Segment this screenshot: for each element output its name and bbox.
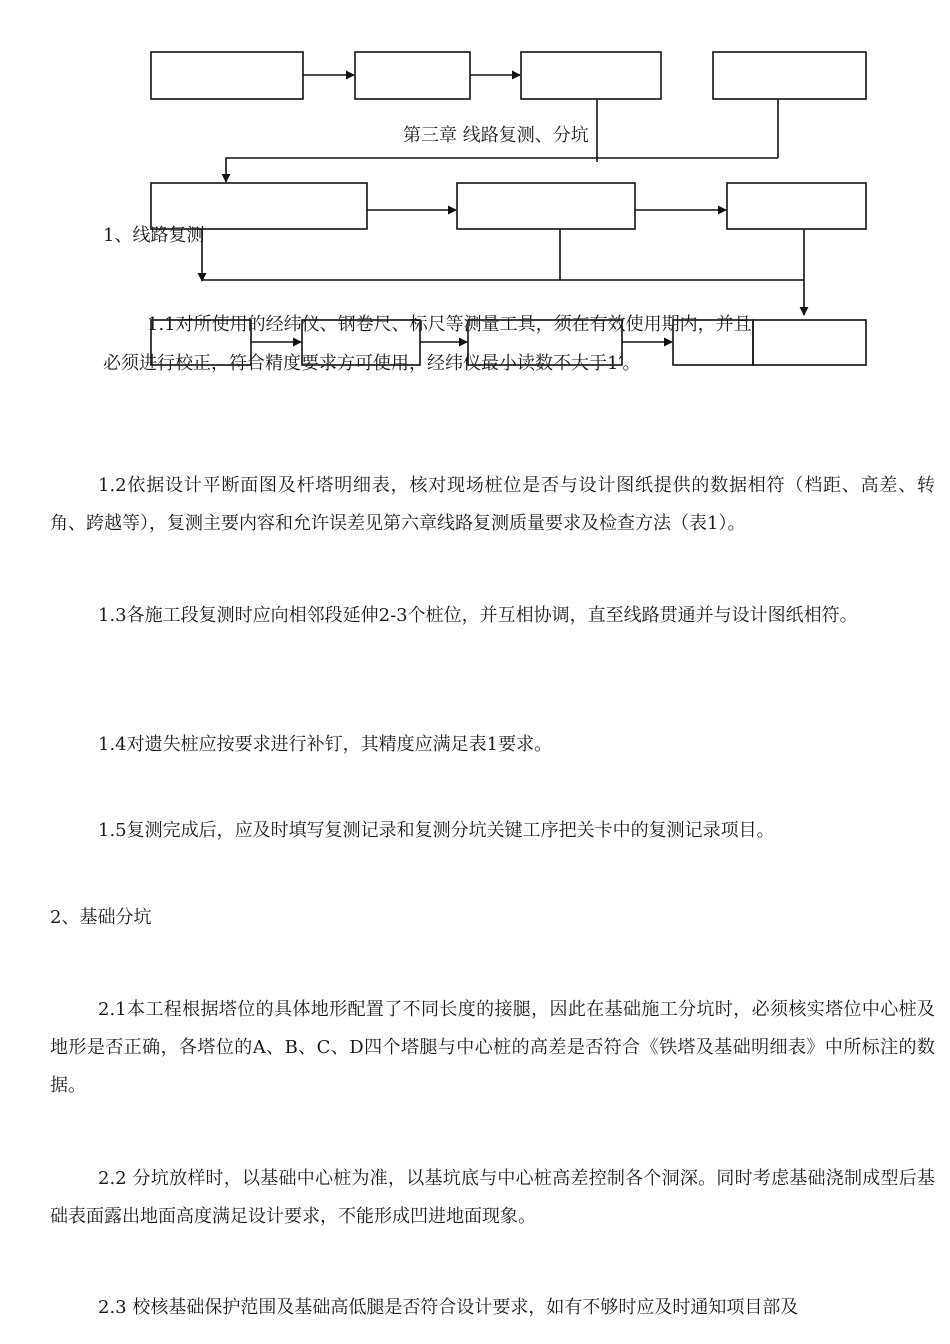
flow-box xyxy=(151,52,303,99)
flow-arrow xyxy=(226,158,778,182)
flow-box xyxy=(457,183,635,229)
paragraph-1-3 xyxy=(50,597,935,635)
paragraph-1-5 xyxy=(50,812,935,850)
paragraph-2-2 xyxy=(50,1160,935,1236)
section-heading: 2、基础分坑 xyxy=(50,907,152,928)
paragraph-text: 2.2 分坑放样时，以基础中心桩为准，以基坑底与中心桩高差控制各个洞深。同时考虑基础浇制成型后基础表面露出地面高度满足设计要求，不能形成凹进地面现象。 xyxy=(50,1168,935,1227)
flow-box xyxy=(355,52,470,99)
paragraph-text: 1.5复测完成后，应及时填写复测记录和复测分坑关键工序把关卡中的复测记录项目。 xyxy=(98,820,775,841)
paragraph-text: 2.1本工程根据塔位的具体地形配置了不同长度的接腿，因此在基础施工分坑时，必须核实塔位中心桩及地形是否正确，各塔位的A、B、C、D四个塔腿与中心桩的高差是否符合《铁塔及基础明细表》中所标注的数据。 xyxy=(50,999,935,1096)
paragraph-text: 1.3各施工段复测时应向相邻段延伸2-3个桩位，并互相协调，直至线路贯通并与设计图纸相符。 xyxy=(98,605,858,626)
flow-box xyxy=(727,183,866,229)
flow-box xyxy=(713,52,866,99)
paragraph-1-4 xyxy=(50,726,935,764)
paragraph-text: 1.4对遗失桩应按要求进行补钉，其精度应满足表1要求。 xyxy=(98,734,553,755)
paragraph-1-1-continued: 必须进行校正，符合精度要求方可使用，经纬仪最小读数不大于1′。 xyxy=(103,353,641,374)
flow-box xyxy=(521,52,661,99)
paragraph-1-1: 1.1对所使用的经纬仪、钢卷尺、标尺等测量工具，须在有效使用期内，并且 xyxy=(147,314,752,335)
paragraph-1-2 xyxy=(50,467,935,543)
paragraph-text: 2.3 校核基础保护范围及基础高低腿是否符合设计要求，如有不够时应及时通知项目部及 xyxy=(98,1297,799,1318)
paragraph-text: 1.2依据设计平断面图及杆塔明细表，核对现场桩位是否与设计图纸提供的数据相符（档距、高差、转角、跨越等），复测主要内容和允许误差见第六章线路复测质量要求及检查方法（表1）。 xyxy=(50,475,935,534)
section-heading: 1、线路复测 xyxy=(103,225,205,246)
chapter-title: 第三章 线路复测、分坑 xyxy=(403,125,589,146)
flow-box xyxy=(753,320,866,365)
paragraph-2-3 xyxy=(50,1289,935,1327)
paragraph-2-1 xyxy=(50,991,935,1105)
